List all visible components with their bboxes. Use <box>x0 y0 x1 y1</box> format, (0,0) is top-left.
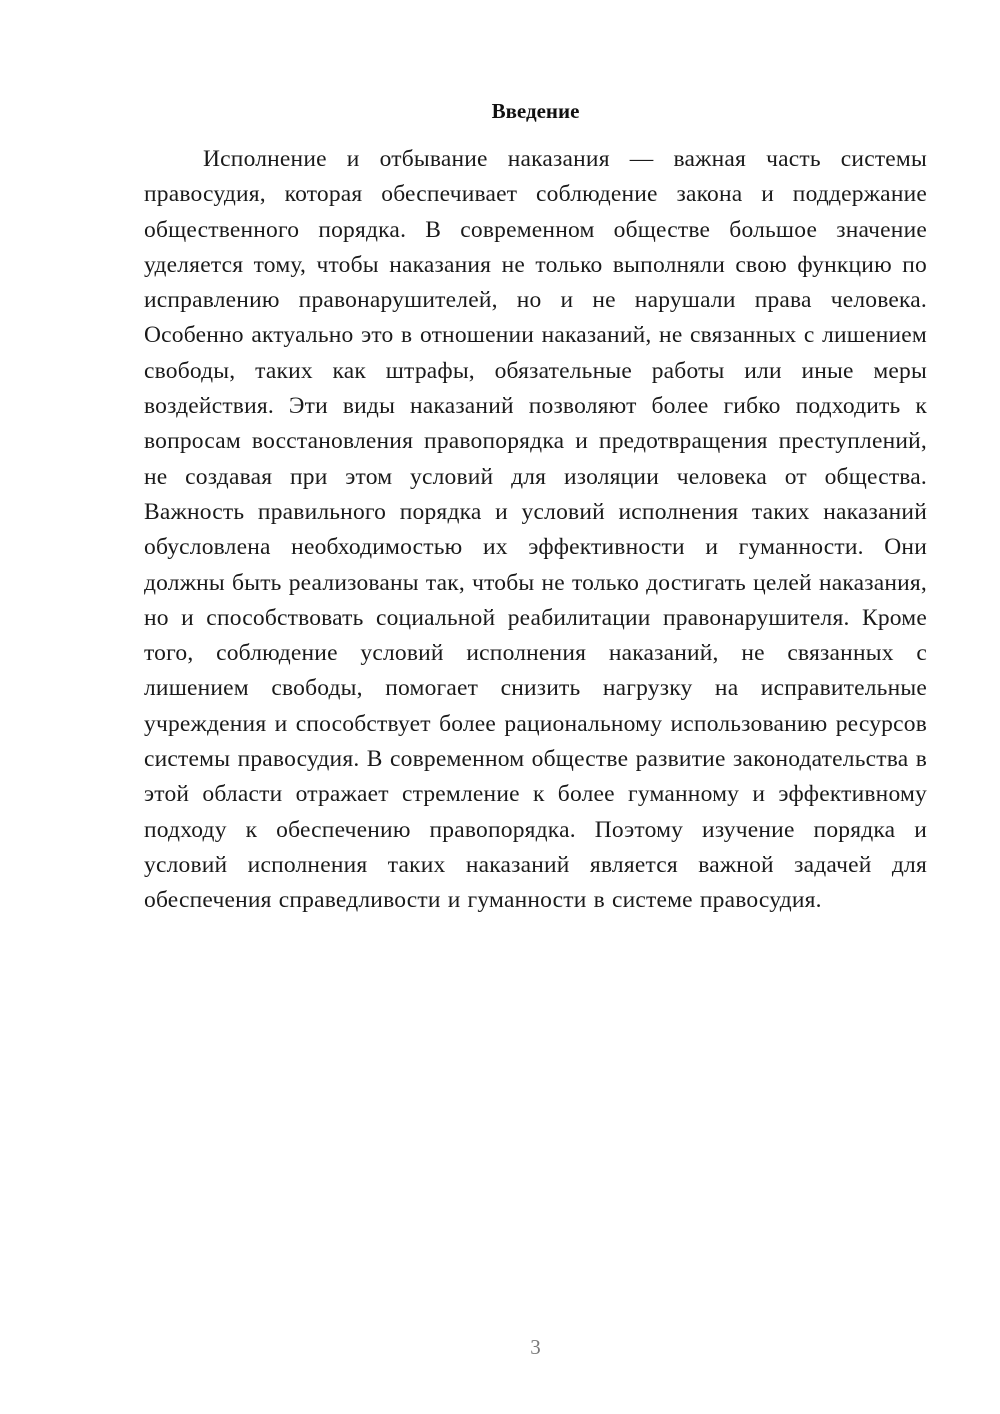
section-heading: Введение <box>491 99 580 123</box>
introduction-paragraph: Исполнение и отбывание наказания — важная часть системы правосудия, которая обеспечивает соблюдение закона и поддержание общественного порядка. В современном обществе большое значение уделяется тому, чтобы наказания не только выполняли свою функцию по исправлению правонарушителей, но и не нарушали права человека. Особенно актуально это в отношении наказаний, не связанных с лишением свободы, таких как штрафы, обязательные работы или иные меры воздействия. Эти виды наказаний позволяют более гибко подходить к вопросам восстановления правопорядка и предотвращения преступлений, не создавая при этом условий для изоляции человека от общества. Важность правильного порядка и условий исполнения таких наказаний обусловлена необходимостью их эффективности и гуманности. Они должны быть реализованы так, чтобы не только достигать целей наказания, но и способствовать социальной реабилитации правонарушителя. Кроме того, соблюдение условий исполнения наказаний, не связанных с лишением свободы, помогает снизить нагрузку на исправительные учреждения и способствует более рациональному использованию ресурсов системы правосудия. В современном обществе развитие законодательства в этой области отражает стремление к более гуманному и эффективному подходу к обеспечению правопорядка. Поэтому изучение порядка и условий исполнения таких наказаний является важной задачей для обеспечения справедливости и гуманности в системе правосудия. <box>144 146 927 914</box>
page-number: 3 <box>530 1335 541 1359</box>
